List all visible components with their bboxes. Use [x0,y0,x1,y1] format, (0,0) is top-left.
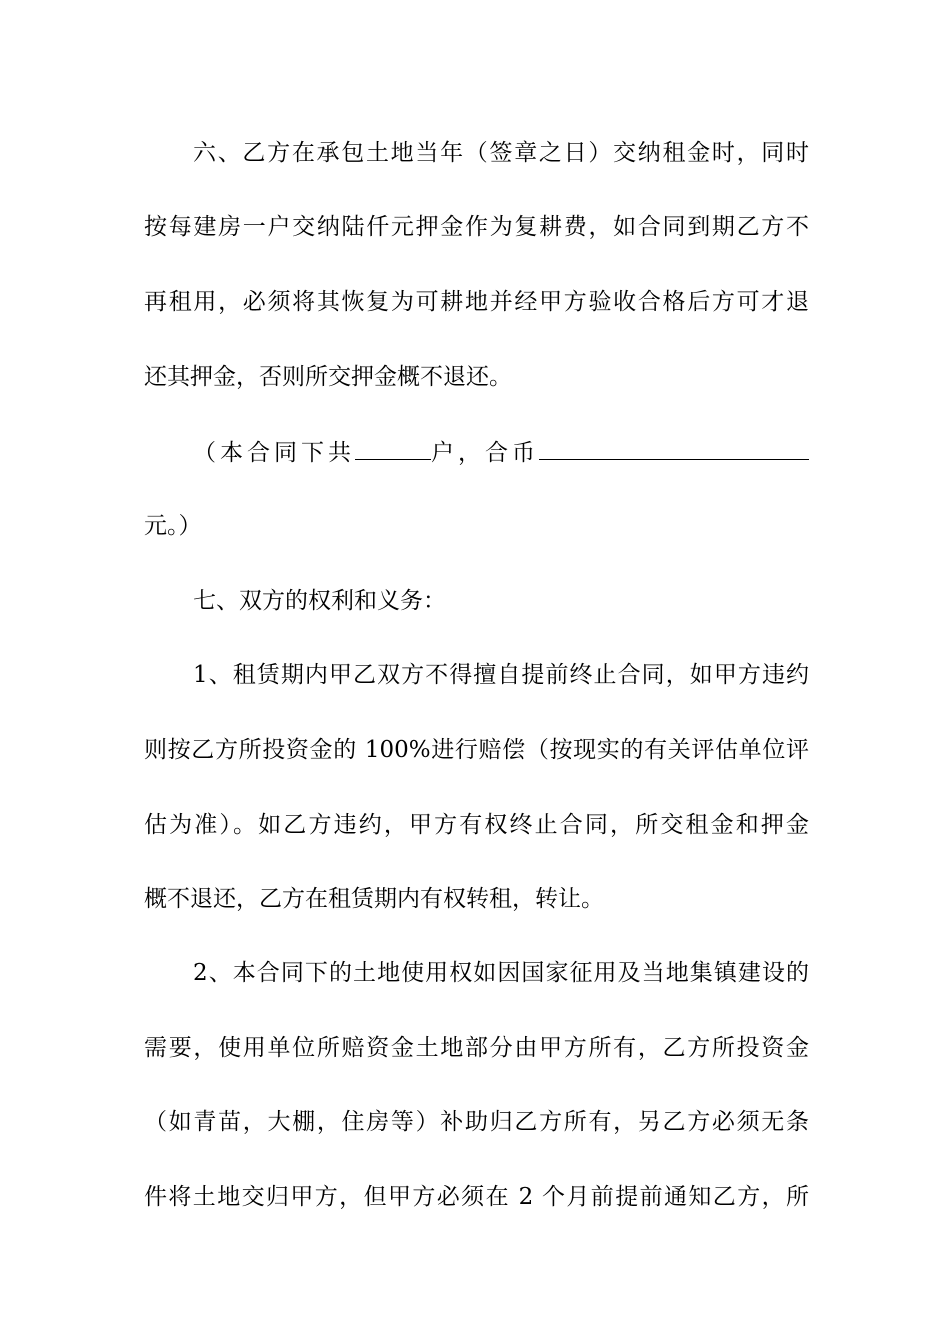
households-blank [355,433,431,460]
clause-one-line-3: 估为准）。如乙方违约，甲方有权终止合同，所交租金和押金 [144,812,809,838]
fill-in-row [193,433,809,469]
fill-in-suffix: 元。） [144,513,202,539]
clause-one-line-1: 1、租赁期内甲乙双方不得擅自提前终止合同，如甲方违约 [193,662,809,688]
paragraph-six-line-1: 六、乙方在承包土地当年（签章之日）交纳租金时，同时 [193,140,809,166]
clause-two-line-1: 2、本合同下的土地使用权如因国家征用及当地集镇建设的 [193,960,809,986]
clause-two-line-2: 需要，使用单位所赔资金土地部分由甲方所有，乙方所投资金 [144,1035,809,1061]
paragraph-six-line-3: 再租用，必须将其恢复为可耕地并经甲方验收合格后方可才退 [144,289,809,315]
clause-two-line-4: 件将土地交归甲方，但甲方必须在 2 个月前提前通知乙方，所 [144,1184,809,1210]
paragraph-six-line-4: 还其押金，否则所交押金概不退还。 [144,364,512,390]
section-seven-heading: 七、双方的权利和义务： [193,588,446,614]
amount-blank [539,433,809,460]
clause-two-line-3: （如青苗，大棚，住房等）补助归乙方所有，另乙方必须无条 [144,1109,809,1135]
fill-in-middle: 户，合币 [431,440,539,466]
clause-one-line-4: 概不退还，乙方在租赁期内有权转租，转让。 [144,886,604,912]
fill-in-prefix: （本合同下共 [193,440,355,466]
clause-one-line-2: 则按乙方所投资金的 100%进行赔偿（按现实的有关评估单位评 [144,737,809,763]
paragraph-six-line-2: 按每建房一户交纳陆仟元押金作为复耕费，如合同到期乙方不 [144,214,809,240]
